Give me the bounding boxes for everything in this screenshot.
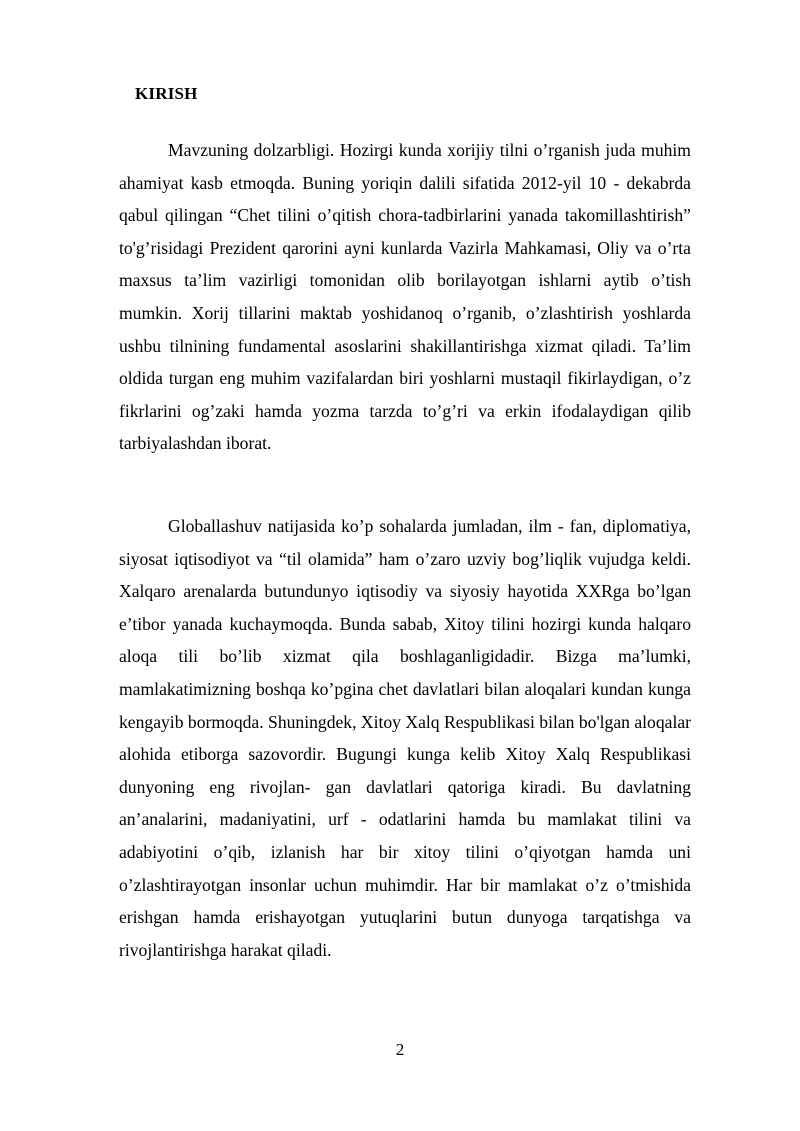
paragraph-globalization: Globallashuv natijasida ko’p sohalarda jumladan, ilm - fan, diplomatiya, siyosat iqtisodiyot va “til olamida” ham o’zaro uzviy bog’liqlik vujudga keldi. Xalqaro arenalarda butundunyo iqtisodiy va siyosiy hayotida XXRga bo’lgan e’tibor yanada kuchaymoqda. Bunda sabab, Xitoy tilini hozirgi kunda halqaro aloqa tili bo’lib xizmat qila boshlaganligidadir. Bizga ma’lumki, mamlakatimizning boshqa ko’pgina chet davlatlari bilan aloqalari kundan kunga kengayib bormoqda. Shuningdek, Xitoy Xalq Respublikasi bilan bo'lgan aloqalar alohida etiborga sazovordir. Bugungi kunga kelib Xitoy Xalq Respublikasi dunyoning eng rivojlan- gan davlatlari qatoriga kiradi. Bu davlatning an’analarini, madaniyatini, urf - odatlarini hamda bu mamlakat tilini va adabiyotini o’qib, izlanish har bir xitoy tilini o’qiyotgan hamda uni o’zlashtirayotgan insonlar uchun muhimdir. Har bir mamlakat o’z o’tmishida erishgan hamda erishayotgan yutuqlarini butun dunyoga tarqatishga va rivojlantirishga harakat qiladi. [119, 516, 691, 960]
section-heading: KIRISH [135, 84, 198, 103]
page-number: 2 [395, 1040, 405, 1059]
paragraph-relevance: Mavzuning dolzarbligi. Hozirgi kunda xorijiy tilni o’rganish juda muhim ahamiyat kasb etmoqda. Buning yoriqin dalili sifatida 2012-yil 10 - dekabrda qabul qilingan “Chet tilini o’qitish chora-tadbirlarini yanada takomillashtirish” to'g’risidagi Prezident qarorini ayni kunlarda Vazirla Mahkamasi, Oliy va o’rta maxsus ta’lim vazirligi tomonidan olib borilayotgan ishlarni aytib o’tish mumkin. Xorij tillarini maktab yoshidanoq o’rganib, o’zlashtirish yoshlarda ushbu tilnining fundamental asoslarini shakillantirishga xizmat qiladi. Ta’lim oldida turgan eng muhim vazifalardan biri yoshlarni mustaqil fikirlaydigan, o’z fikrlarini og’zaki hamda yozma tarzda to’g’ri va erkin ifodalaydigan qilib tarbiyalashdan iborat. [119, 140, 691, 454]
